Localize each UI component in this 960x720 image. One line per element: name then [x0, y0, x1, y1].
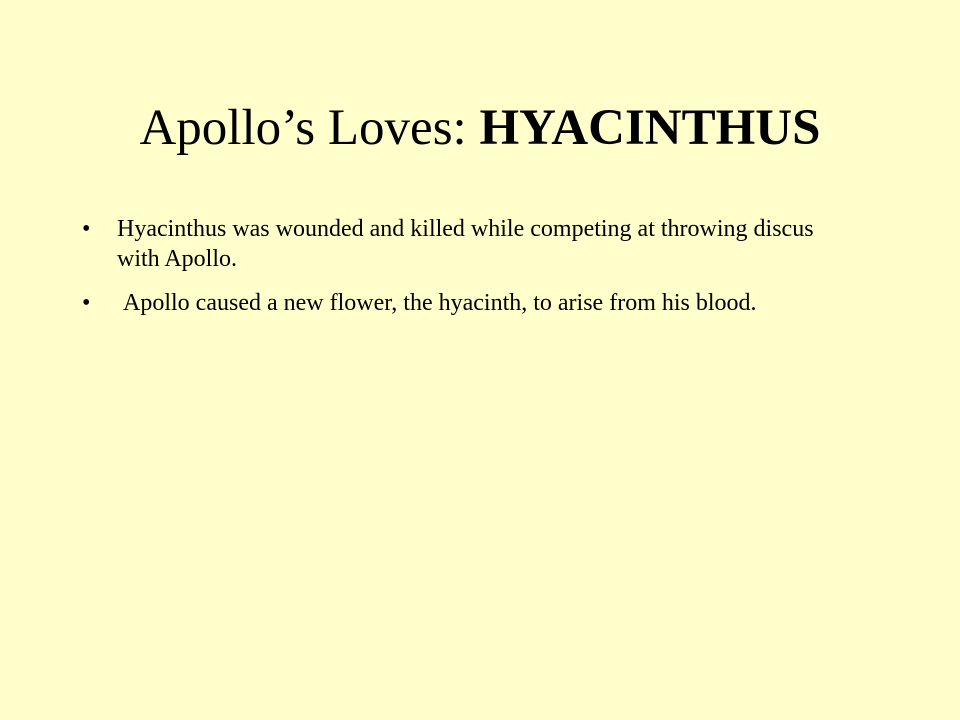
- bullet-item: [82, 288, 852, 318]
- slide-title-prefix: Apollo’s Loves:: [139, 100, 480, 156]
- bullet-icon: •: [82, 290, 91, 316]
- bullet-icon: •: [82, 216, 91, 242]
- bullet-item: [82, 214, 852, 274]
- bullet-text: Hyacinthus was wounded and killed while competing at throwing discus with Apollo.: [117, 216, 814, 272]
- slide-title: [0, 96, 960, 160]
- slide-title-emphasis: HYACINTHUS: [479, 100, 821, 156]
- bullet-text: Apollo caused a new flower, the hyacinth, to arise from his blood.: [117, 290, 757, 316]
- bullet-list: [82, 214, 852, 332]
